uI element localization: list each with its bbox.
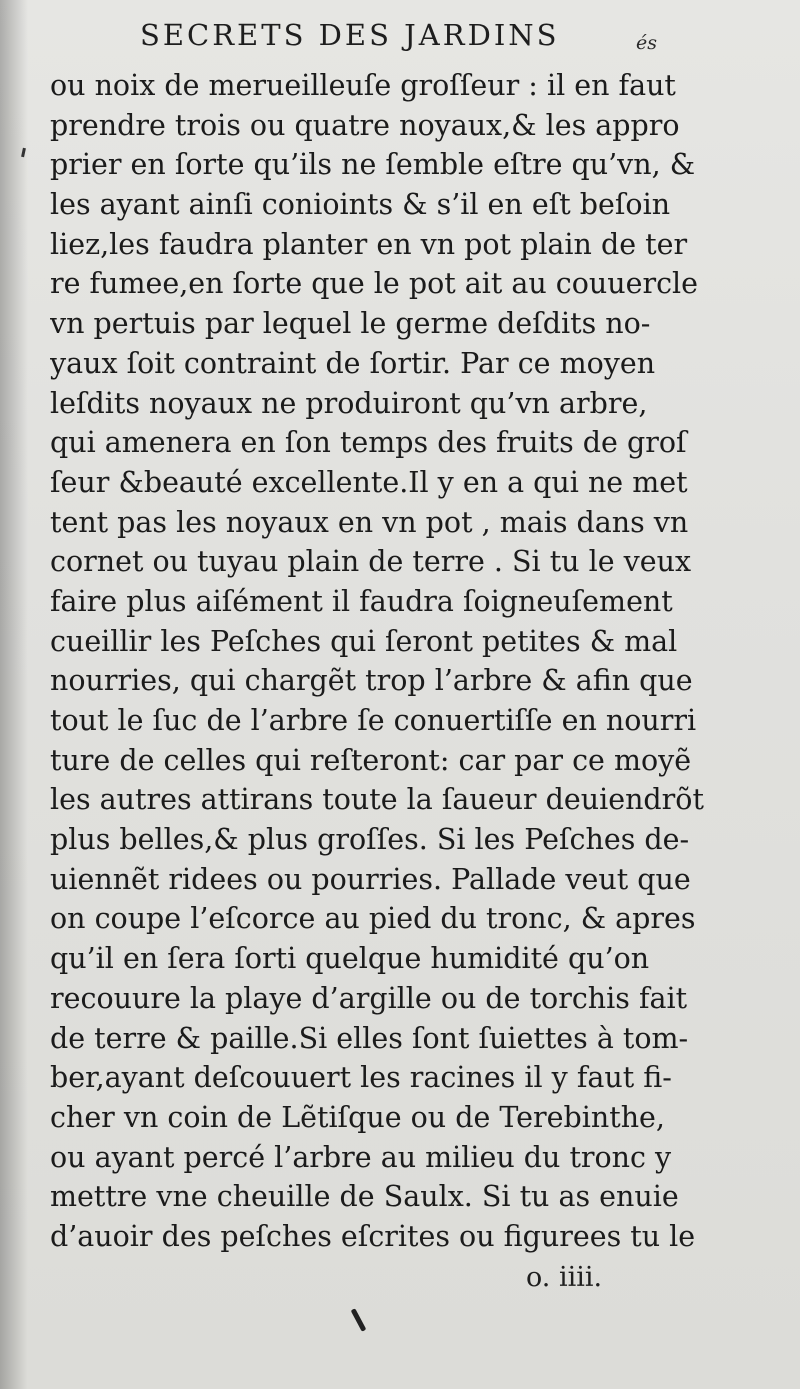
text-line: ou ayant percé l’arbre au milieu du tronc y (50, 1140, 672, 1174)
text-line: cornet ou tuyau plain de terre . Si tu le veux (50, 545, 692, 579)
ink-stroke (351, 1308, 367, 1332)
body-text (50, 66, 770, 1257)
page-header (140, 14, 780, 58)
text-line: cher vn coin de Lẽtiſque ou de Terebinthe, (50, 1100, 665, 1134)
text-line: recouure la playe d’argille ou de torchis fait (50, 981, 688, 1015)
signature-mark: o. iiii. (526, 1262, 603, 1293)
text-line: re fumee,en ſorte que le pot ait au couuercle (50, 267, 699, 301)
running-title: SECRETS DES JARDINS (140, 18, 560, 52)
text-line: faire plus aiſément il faudra ſoigneuſement (50, 584, 673, 618)
text-line: les autres attirans toute la ſaueur deuiendrõt (50, 783, 704, 817)
text-line: qu’il en ſera ſorti quelque humidité qu’on (50, 942, 650, 976)
gutter-shadow (0, 0, 28, 1389)
page-number: és (636, 32, 657, 54)
text-line: prendre trois ou quatre noyaux,& les appro (50, 108, 680, 142)
text-line: les ayant ainſi conioints & s’il en eſt beſoin (50, 188, 671, 222)
text-line: ber,ayant deſcouuert les racines il y faut fi- (50, 1061, 672, 1095)
text-line: liez,les faudra planter en vn pot plain de ter (50, 227, 688, 261)
text-line: d’auoir des peſches eſcrites ou figurees tu le (50, 1219, 696, 1253)
text-line: de terre & paille.Si elles ſont ſuiettes à tom- (50, 1021, 689, 1055)
text-line: tent pas les noyaux en vn pot , mais dans vn (50, 505, 689, 539)
text-line: cueillir les Peſches qui ſeront petites & mal (50, 624, 678, 658)
text-line: ſeur &beauté excellente.Il y en a qui ne met (50, 465, 688, 499)
text-line: tout le ſuc de l’arbre ſe conuertiſſe en nourri (50, 704, 697, 737)
text-line: prier en ſorte qu’ils ne ſemble eſtre qu’vn, & (50, 148, 696, 182)
text-line: mettre vne cheuille de Saulx. Si tu as enuie (50, 1180, 679, 1214)
text-line: qui amenera en ſon temps des fruits de groſ (50, 426, 687, 460)
text-line: ture de celles qui reſteront: car par ce moyẽ (50, 743, 692, 777)
text-line: vn pertuis par lequel le germe deſdits no- (50, 307, 651, 341)
text-line: nourries, qui chargẽt trop l’arbre & afin que (50, 664, 693, 698)
text-line: plus belles,& plus groſſes. Si les Peſches de- (50, 823, 690, 857)
text-line: ou noix de merueilleuſe groſſeur : il en faut (50, 69, 676, 102)
text-line: on coupe l’eſcorce au pied du tronc, & apres (50, 902, 696, 936)
text-line: leſdits noyaux ne produiront qu’vn arbre, (50, 386, 648, 420)
text-line: uiennẽt ridees ou pourries. Pallade veut que (50, 862, 691, 896)
text-line: yaux ſoit contraint de ſortir. Par ce moyen (50, 346, 656, 380)
